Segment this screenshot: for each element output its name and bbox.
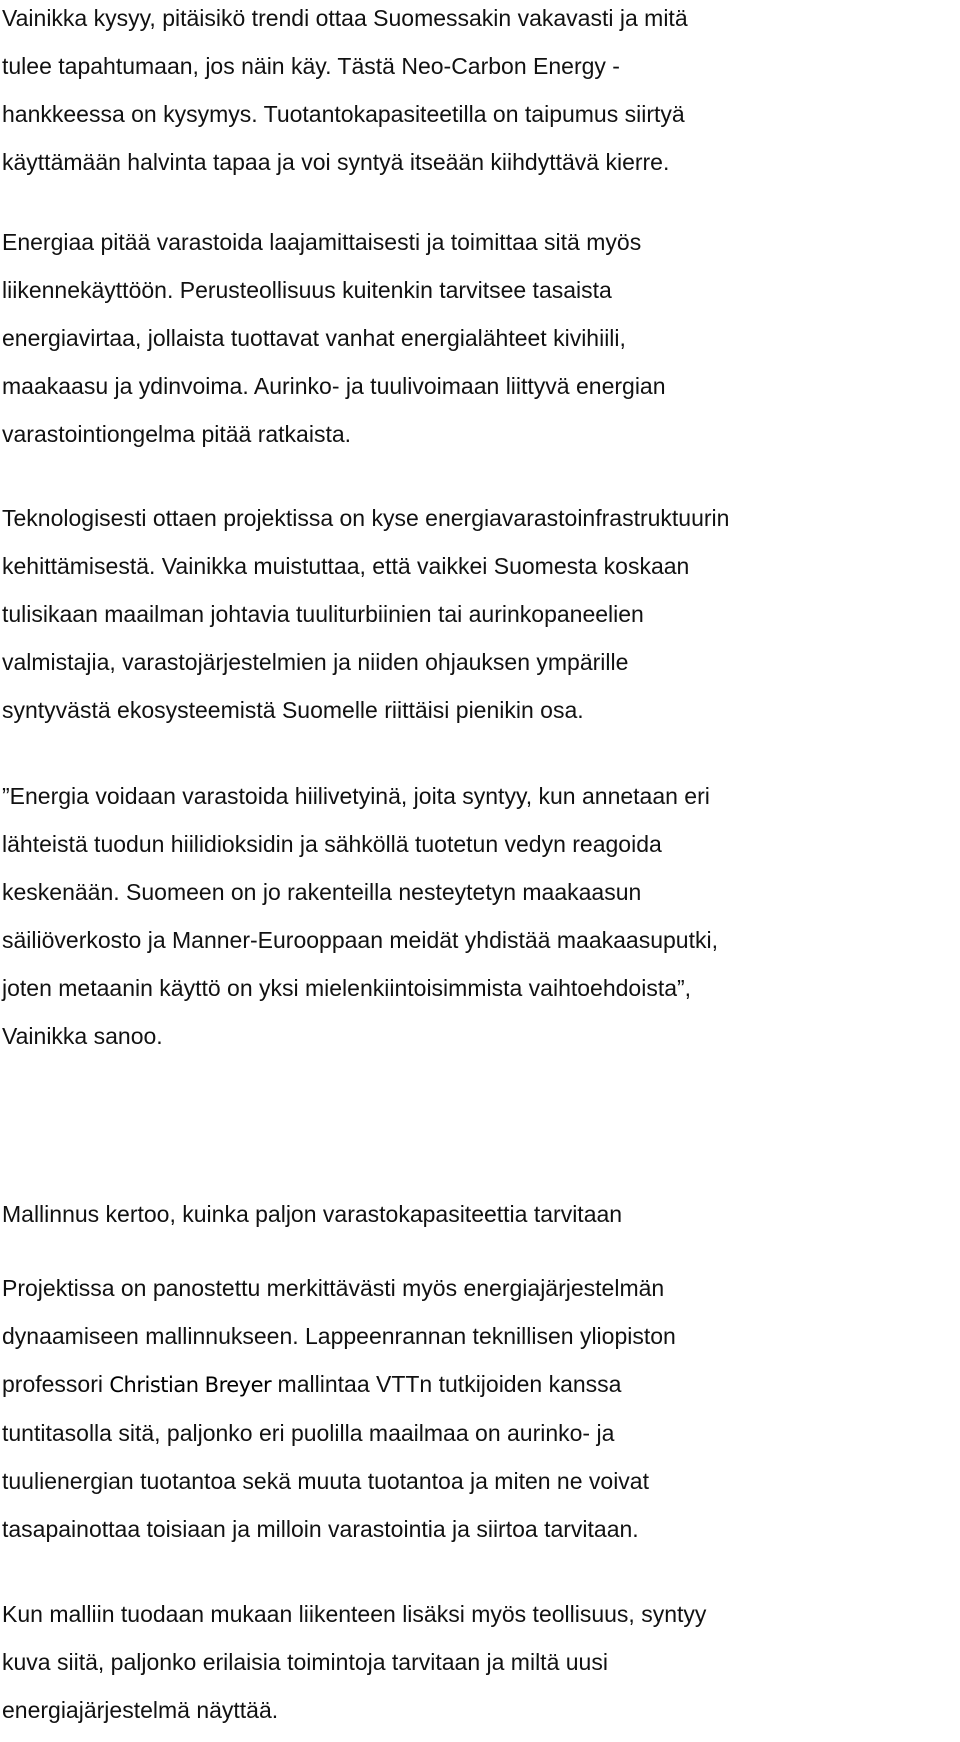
text-line: dynaamiseen mallinnukseen. Lappeenrannan teknillisen yliopiston bbox=[2, 1323, 676, 1349]
text-line: keskenään. Suomeen on jo rakenteilla nesteytetyn maakaasun bbox=[2, 879, 642, 905]
text-line: Vainikka kysyy, pitäisikö trendi ottaa Suomessakin vakavasti ja mitä bbox=[2, 5, 688, 31]
text-line: energiajärjestelmä näyttää. bbox=[2, 1697, 279, 1723]
text-line: maakaasu ja ydinvoima. Aurinko- ja tuulivoimaan liittyvä energian bbox=[2, 373, 666, 399]
text-fragment: mallintaa VTTn tutkijoiden kanssa bbox=[271, 1371, 622, 1397]
paragraph-infrastructure bbox=[2, 494, 729, 734]
text-line: liikennekäyttöön. Perusteollisuus kuitenkin tarvitsee tasaista bbox=[2, 277, 612, 303]
text-line: käyttämään halvinta tapaa ja voi syntyä itseään kiihdyttävä kierre. bbox=[2, 149, 670, 175]
text-line: Kun malliin tuodaan mukaan liikenteen lisäksi myös teollisuus, syntyy bbox=[2, 1601, 707, 1627]
christian-breyer-link[interactable]: Christian Breyer bbox=[109, 1373, 272, 1397]
text-line: varastointiongelma pitää ratkaista. bbox=[2, 421, 352, 447]
text-line bbox=[2, 1360, 676, 1409]
text-line: Teknologisesti ottaen projektissa on kyse energiavarastoinfrastruktuurin bbox=[2, 505, 730, 531]
section-heading: Mallinnus kertoo, kuinka paljon varastokapasiteettia tarvitaan bbox=[2, 1201, 623, 1227]
text-line: kehittämisestä. Vainikka muistuttaa, että vaikkei Suomesta koskaan bbox=[2, 553, 690, 579]
text-line: Vainikka sanoo. bbox=[2, 1023, 163, 1049]
paragraph-trend-question bbox=[2, 0, 688, 186]
text-line: tulee tapahtumaan, jos näin käy. Tästä Neo-Carbon Energy - bbox=[2, 53, 620, 79]
text-line: hankkeessa on kysymys. Tuotantokapasiteetilla on taipumus siirtyä bbox=[2, 101, 685, 127]
text-line: tuulienergian tuotantoa sekä muuta tuotantoa ja miten ne voivat bbox=[2, 1468, 649, 1494]
text-line: tasapainottaa toisiaan ja milloin varastointia ja siirtoa tarvitaan. bbox=[2, 1516, 639, 1542]
text-line: energiavirtaa, jollaista tuottavat vanhat energialähteet kivihiili, bbox=[2, 325, 626, 351]
paragraph-energy-storage bbox=[2, 218, 666, 458]
text-line: lähteistä tuodun hiilidioksidin ja sähköllä tuotetun vedyn reagoida bbox=[2, 831, 662, 857]
paragraph-traffic-industry bbox=[2, 1590, 706, 1734]
text-line: Projektissa on panostettu merkittävästi myös energiajärjestelmän bbox=[2, 1275, 665, 1301]
text-line: valmistajia, varastojärjestelmien ja niiden ohjauksen ympärille bbox=[2, 649, 629, 675]
paragraph-modelling bbox=[2, 1264, 676, 1553]
text-line: joten metaanin käyttö on yksi mielenkiintoisimmista vaihtoehdoista”, bbox=[2, 975, 692, 1001]
paragraph-quote-hydrocarbons bbox=[2, 772, 718, 1060]
text-line: säiliöverkosto ja Manner-Eurooppaan meidät yhdistää maakaasuputki, bbox=[2, 927, 718, 953]
text-line: tulisikaan maailman johtavia tuuliturbiinien tai aurinkopaneelien bbox=[2, 601, 644, 627]
text-line: ”Energia voidaan varastoida hiilivetyinä, joita syntyy, kun annetaan eri bbox=[2, 783, 710, 809]
text-line: Energiaa pitää varastoida laajamittaisesti ja toimittaa sitä myös bbox=[2, 229, 642, 255]
text-fragment: professori bbox=[2, 1371, 110, 1397]
text-line: tuntitasolla sitä, paljonko eri puolilla maailmaa on aurinko- ja bbox=[2, 1420, 615, 1446]
text-line: kuva siitä, paljonko erilaisia toimintoja tarvitaan ja miltä uusi bbox=[2, 1649, 608, 1675]
text-line: syntyvästä ekosysteemistä Suomelle riittäisi pienikin osa. bbox=[2, 697, 584, 723]
